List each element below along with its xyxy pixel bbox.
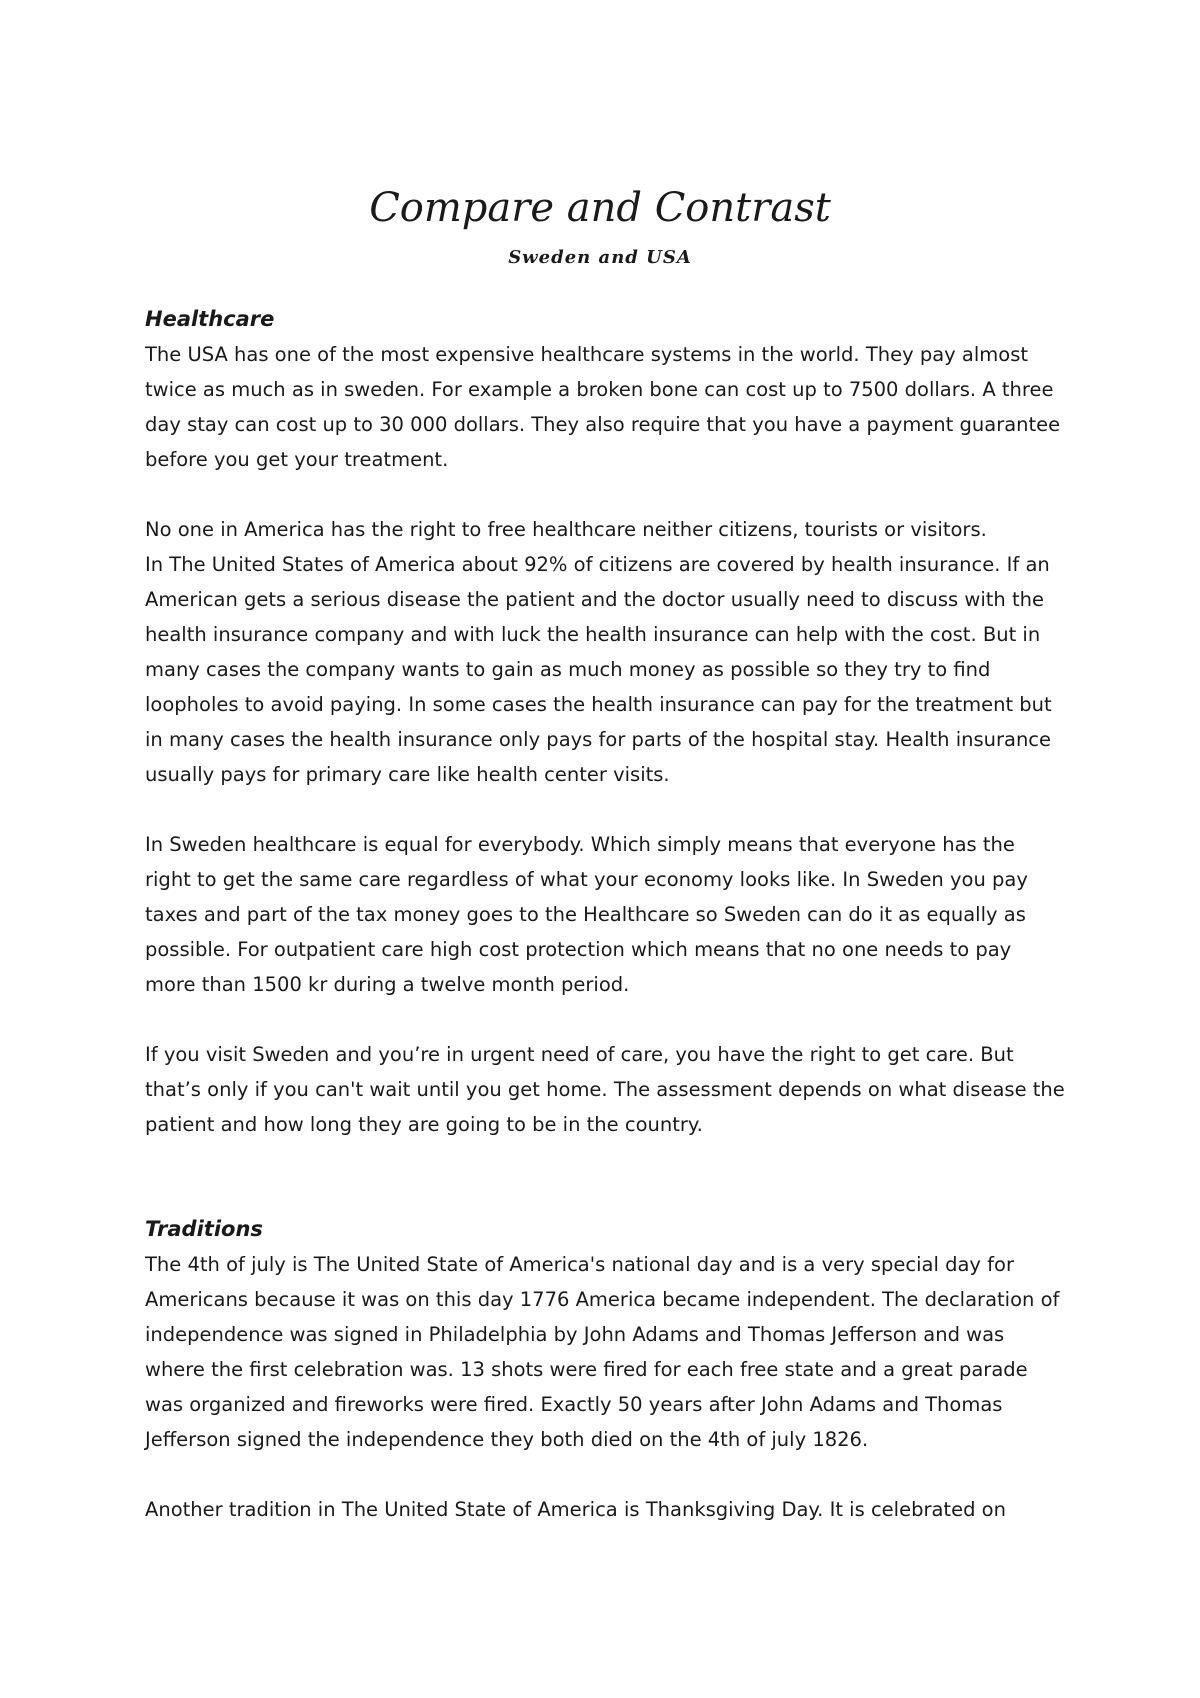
paragraph: In Sweden healthcare is equal for everybody. Which simply means that everyone has the right to get the same care regardless of what your economy looks like. In Sweden you pay taxes and part of the tax money goes to the Healthcare so Sweden can do it as equally as possible. For outpatient care high cost protection which means that no one needs to pay more than 1500 kr during a twelve month period.: [145, 833, 1028, 996]
section-heading-healthcare: Healthcare: [145, 307, 275, 331]
section-spacer: [145, 1177, 1065, 1212]
document-body: [145, 302, 1065, 1527]
section-heading-traditions: Traditions: [145, 1217, 263, 1241]
document-subtitle: Sweden and USA: [508, 247, 692, 268]
paragraph: Another tradition in The United State of America is Thanksgiving Day. It is celebrated on: [145, 1498, 1006, 1521]
document-title: Compare and Contrast: [369, 185, 831, 231]
paragraph: In The United States of America about 92% of citizens are covered by health insurance. If an American gets a serious disease the patient and the doctor usually need to discuss with the health insurance company and with luck the health insurance can help with the cost. But in many cases the company wants to gain as much money as possible so they try to find loopholes to avoid paying. In some cases the health insurance can pay for the treatment but in many cases the health insurance only pays for parts of the hospital stay. Health insurance usually pays for primary care like health center visits.: [145, 553, 1052, 786]
paragraph: If you visit Sweden and you’re in urgent need of care, you have the right to get care. But that’s only if you can't wait until you get home. The assessment depends on what disease the patient and how long they are going to be in the country.: [145, 1043, 1065, 1136]
paragraph: The USA has one of the most expensive healthcare systems in the world. They pay almost twice as much as in sweden. For example a broken bone can cost up to 7500 dollars. A three day stay can cost up to 30 000 dollars. They also require that you have a payment guarantee before you get your treatment.: [145, 343, 1061, 471]
paragraph: No one in America has the right to free healthcare neither citizens, tourists or visitors.: [145, 518, 987, 541]
paragraph: The 4th of july is The United State of America's national day and is a very special day for Americans because it was on this day 1776 America became independent. The declaration of independence was signed in Philadelphia by John Adams and Thomas Jefferson and was where the first celebration was. 13 shots were fired for each free state and a great parade was organized and fireworks were fired. Exactly 50 years after John Adams and Thomas Jefferson signed the independence they both died on the 4th of july 1826.: [145, 1253, 1060, 1451]
